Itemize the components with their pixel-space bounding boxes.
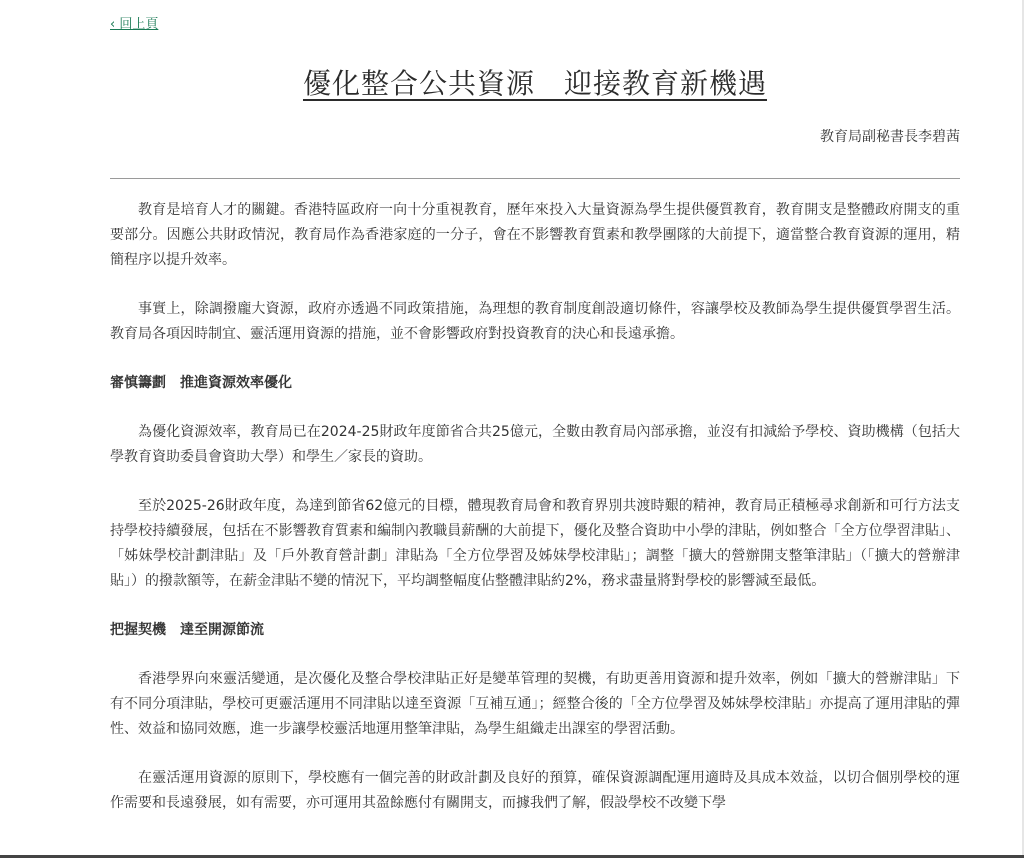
paragraph-2025-target: 至於2025-26財政年度，為達到節省62億元的目標，體現教育局會和教育界別共渡時艱的精神，教育局正積極尋求創新和可行方法支持學校持續發展，包括在不影響教育質素和編制內教職員薪酬的大前提下，優化及整合資助中小學的津貼，例如整合「全方位學習津貼」、「姊妹學校計劃津貼」及「戶外教育營計劃」津貼為「全方位學習及姊妹學校津貼」；調整「擴大的營辦開支整筆津貼」（「擴大的營辦津貼」）的撥款額等，在薪金津貼不變的情況下，平均調整幅度佔整體津貼約2%，務求盡量將對學校的影響減至最低。	[110, 498, 960, 589]
section-heading-efficiency: 審慎籌劃 推進資源效率優化	[110, 375, 292, 391]
paragraph-budget-planning: 在靈活運用資源的原則下，學校應有一個完善的財政計劃及良好的預算，確保資源調配運用適時及具成本效益，以切合個別學校的運作需要和長遠發展，如有需要，亦可運用其盈餘應付有關開支，而據我們了解，假設學校不改變下學	[110, 770, 960, 811]
article-body	[110, 198, 960, 840]
title-divider	[110, 178, 960, 179]
back-link[interactable]: ‹ 回上頁	[110, 17, 159, 32]
paragraph-2024-savings: 為優化資源效率，教育局已在2024-25財政年度節省合共25億元，全數由教育局內部承擔，並沒有扣減給予學校、資助機構（包括大學教育資助委員會資助大學）和學生／家長的資助。	[110, 424, 960, 465]
section-heading-opportunity: 把握契機 達至開源節流	[110, 622, 264, 638]
article-title: 優化整合公共資源 迎接教育新機遇	[302, 67, 767, 100]
paragraph-intro: 教育是培育人才的關鍵。香港特區政府一向十分重視教育，歷年來投入大量資源為學生提供優質教育，教育開支是整體政府開支的重要部分。因應公共財政情況，教育局作為香港家庭的一分子，會在不影響教育質素和教學團隊的大前提下，適當整合教育資源的運用，精簡程序以提升效率。	[110, 202, 960, 268]
paragraph-policy: 事實上，除調撥龐大資源，政府亦透過不同政策措施，為理想的教育制度創設適切條件，容讓學校及教師為學生提供優質學習生活。教育局各項因時制宜、靈活運用資源的措施，並不會影響政府對投資教育的決心和長遠承擔。	[110, 301, 960, 342]
paragraph-flexibility: 香港學界向來靈活變通，是次優化及整合學校津貼正好是變革管理的契機，有助更善用資源和提升效率，例如「擴大的營辦津貼」下有不同分項津貼，學校可更靈活運用不同津貼以達至資源「互補互通」；經整合後的「全方位學習及姊妹學校津貼」亦提高了運用津貼的彈性、效益和協同效應，進一步讓學校靈活地運用整筆津貼，為學生組織走出課室的學習活動。	[110, 671, 960, 737]
author-byline: 教育局副秘書長李碧茜	[820, 129, 960, 145]
